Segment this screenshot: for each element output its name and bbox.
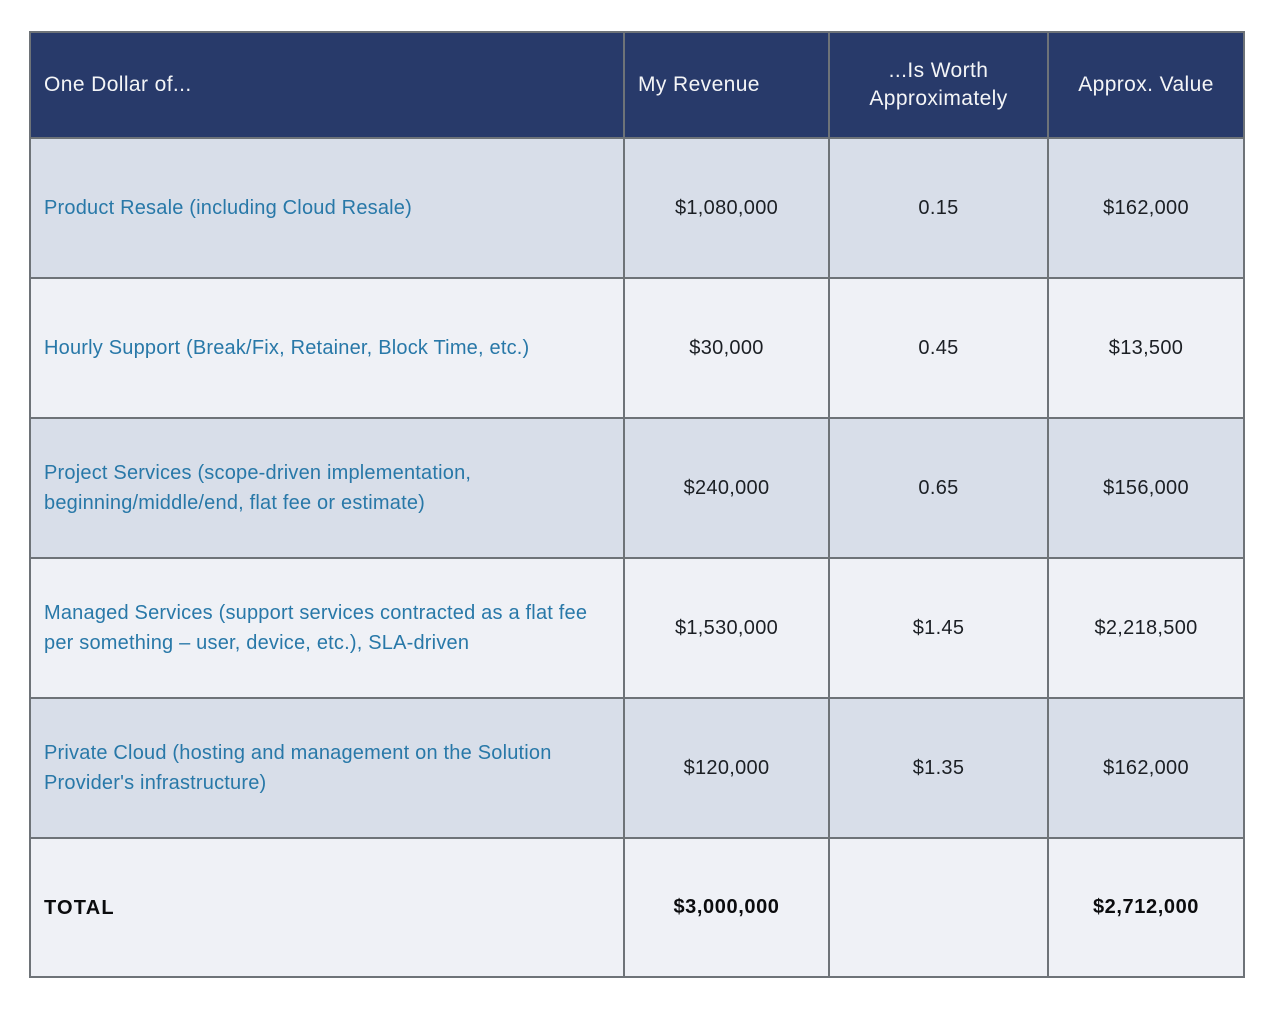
revenue-cell: $120,000 xyxy=(624,698,829,838)
total-worth-cell xyxy=(829,838,1048,977)
header-one-dollar-of: One Dollar of... xyxy=(30,32,624,138)
value-cell: $162,000 xyxy=(1048,138,1244,278)
row-label: Private Cloud (hosting and management on the Solution Provider's infrastructure) xyxy=(30,698,624,838)
worth-cell: 0.45 xyxy=(829,278,1048,418)
row-label: Project Services (scope-driven implementation, beginning/middle/end, flat fee or estimate) xyxy=(30,418,624,558)
table-row xyxy=(30,698,1244,838)
header-is-worth-approximately: ...Is Worth Approximately xyxy=(829,32,1048,138)
row-label: Product Resale (including Cloud Resale) xyxy=(30,138,624,278)
total-row xyxy=(30,838,1244,977)
worth-cell: 0.15 xyxy=(829,138,1048,278)
header-approx-value: Approx. Value xyxy=(1048,32,1244,138)
revenue-cell: $240,000 xyxy=(624,418,829,558)
worth-cell: 0.65 xyxy=(829,418,1048,558)
table-row xyxy=(30,558,1244,698)
value-cell: $13,500 xyxy=(1048,278,1244,418)
total-value-cell: $2,712,000 xyxy=(1048,838,1244,977)
revenue-valuation-table xyxy=(29,31,1245,978)
table-row xyxy=(30,418,1244,558)
value-cell: $156,000 xyxy=(1048,418,1244,558)
row-label: Hourly Support (Break/Fix, Retainer, Block Time, etc.) xyxy=(30,278,624,418)
value-cell: $2,218,500 xyxy=(1048,558,1244,698)
worth-cell: $1.45 xyxy=(829,558,1048,698)
value-cell: $162,000 xyxy=(1048,698,1244,838)
row-label: Managed Services (support services contracted as a flat fee per something – user, device, etc.), SLA-driven xyxy=(30,558,624,698)
total-label: TOTAL xyxy=(30,838,624,977)
worth-cell: $1.35 xyxy=(829,698,1048,838)
header-my-revenue: My Revenue xyxy=(624,32,829,138)
revenue-cell: $1,080,000 xyxy=(624,138,829,278)
table-header-row xyxy=(30,32,1244,138)
table-row xyxy=(30,278,1244,418)
total-revenue-cell: $3,000,000 xyxy=(624,838,829,977)
table-row xyxy=(30,138,1244,278)
revenue-cell: $1,530,000 xyxy=(624,558,829,698)
revenue-cell: $30,000 xyxy=(624,278,829,418)
